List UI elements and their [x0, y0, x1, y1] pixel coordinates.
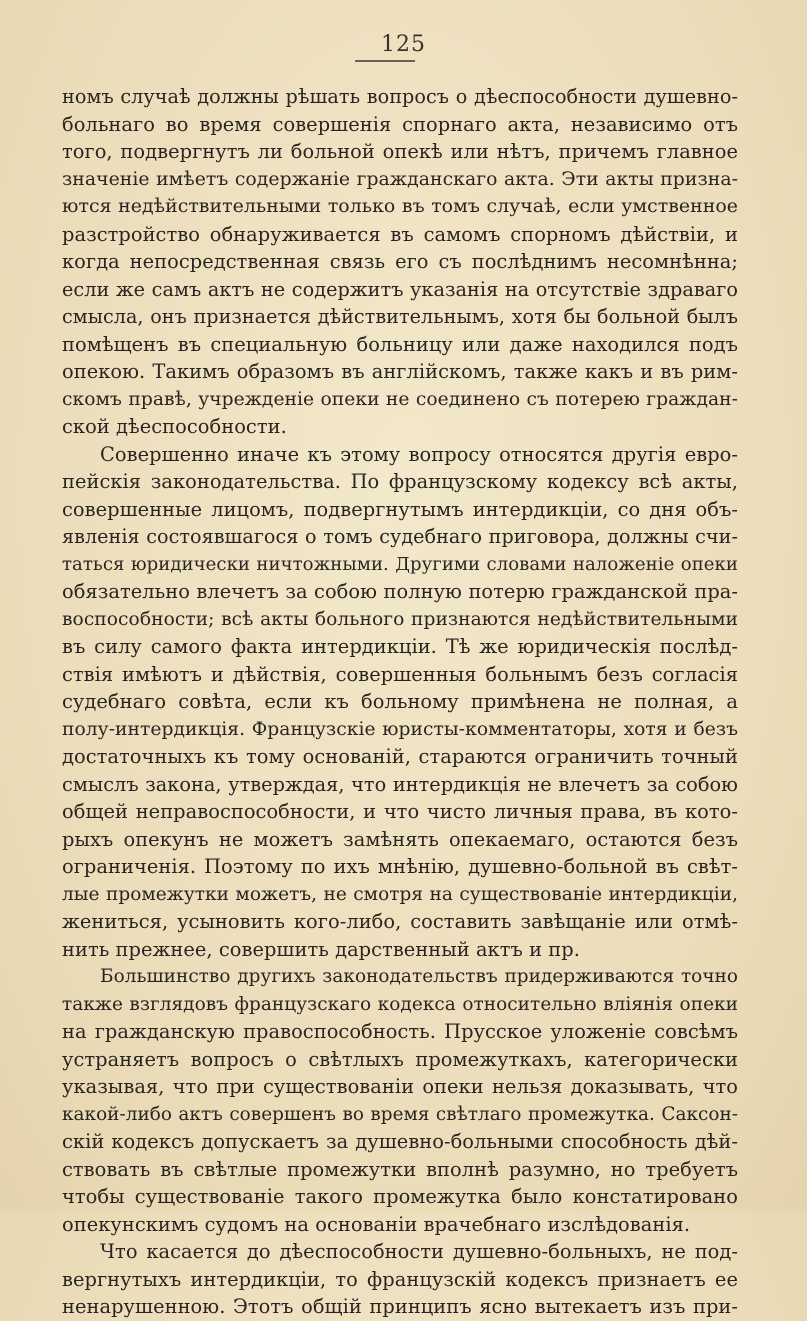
text-line: ской дѣеспособности. [62, 415, 287, 438]
text-line: пейскія законодательства. По французскому кодексу всѣ акты, [62, 470, 738, 493]
text-line: въ силу самого факта интердикціи. Тѣ же юридическія послѣд- [62, 635, 738, 658]
text-line: больнаго во время совершенія спорнаго акта, независимо отъ [62, 112, 738, 136]
page-number-rule [355, 60, 415, 62]
text-line: ненарушенною. Этотъ общій принципъ ясно вытекаетъ изъ при- [62, 1295, 738, 1318]
text-line: на гражданскую правоспособность. Прусское уложеніе совсѣмъ [62, 1020, 738, 1043]
text-line: Что касается до дѣеспособности душевно-больныхъ, не под- [100, 1240, 738, 1263]
text-line: устраняетъ вопросъ о свѣтлыхъ промежуткахъ, категорически [62, 1047, 738, 1071]
text-line: ствовать въ свѣтлые промежутки вполнѣ разумно, но требуетъ [62, 1157, 738, 1181]
text-line: ются недѣйствительными только въ томъ случаѣ, если умственное [62, 195, 738, 217]
text-line: судебнаго совѣта, если къ больному примѣнена не полная, а [62, 690, 738, 713]
text-line: опекою. Такимъ образомъ въ англійскомъ, также какъ и въ рим- [62, 360, 738, 383]
text-line: если же самъ актъ не содержитъ указанія на отсутствіе здраваго [62, 277, 738, 301]
text-line: разстройство обнаруживается въ самомъ спорномъ дѣйствіи, и [62, 222, 738, 246]
text-line: Совершенно иначе къ этому вопросу относятся другія евро- [100, 442, 738, 466]
body-text [62, 83, 738, 1321]
text-line: ствія имѣютъ и дѣйствія, совершенныя больнымъ безъ согласія [62, 662, 738, 686]
text-line: обязательно влечетъ за собою полную потерю гражданской пра- [62, 580, 738, 603]
text-line: скій кодексъ допускаетъ за душевно-больными способность дѣй- [62, 1130, 738, 1153]
text-line: опекунскимъ судомъ на основаніи врачебнаго изслѣдованія. [62, 1212, 691, 1236]
page-number: 125 [381, 32, 426, 57]
text-line: нить прежнее, совершить дарственный актъ и пр. [62, 937, 580, 961]
text-line: указывая, что при существованіи опеки нельзя доказывать, что [62, 1075, 738, 1098]
text-line: явленія состоявшагося о томъ судебнаго приговора, должны счи- [62, 525, 738, 548]
text-line: помѣщенъ въ специальную больницу или даже находился подъ [62, 332, 738, 356]
text-line: воспособности; всѣ акты больного признаются недѣйствительными [62, 608, 738, 630]
text-line: таться юридически ничтожными. Другими словами наложеніе опеки [62, 553, 738, 575]
text-line: полу-интердикція. Французскіе юристы-комментаторы, хотя и безъ [62, 718, 738, 740]
text-line: Большинство другихъ законодательствъ придерживаются точно [100, 966, 738, 987]
text-line: номъ случаѣ должны рѣшать вопросъ о дѣеспособности душевно- [62, 85, 738, 108]
text-line: ограниченія. Поэтому по ихъ мнѣнію, душевно-больной въ свѣт- [62, 855, 738, 878]
text-line: вергнутыхъ интердикціи, то французскій кодексъ признаетъ ее [62, 1267, 738, 1291]
text-line: чтобы существованіе такого промежутка было констатировано [62, 1185, 738, 1208]
text-line: смыслъ закона, утверждая, что интердикція не влечетъ за собою [62, 772, 738, 796]
text-line: лые промежутки можетъ, не смотря на существованіе интердикціи, [62, 883, 738, 905]
text-line: значеніе имѣетъ содержаніе гражданскаго акта. Эти акты призна- [62, 168, 738, 190]
text-line: жениться, усыновить кого-либо, составить завѣщаніе или отмѣ- [62, 910, 738, 933]
text-line: совершенные лицомъ, подвергнутымъ интердикціи, со дня объ- [62, 497, 738, 521]
text-line: скомъ правѣ, учрежденіе опеки не соединено съ потерею граждан- [62, 388, 738, 410]
text-line: также взглядовъ французскаго кодекса относительно вліянія опеки [62, 993, 738, 1015]
text-line: какой-либо актъ совершенъ во время свѣтлаго промежутка. Саксон- [62, 1103, 738, 1125]
text-line: когда непосредственная связь его съ послѣднимъ несомнѣнна; [62, 250, 738, 273]
text-line: рыхъ опекунъ не можетъ замѣнять опекаемаго, остаются безъ [62, 827, 738, 851]
text-line: общей неправоспособности, и что чисто личныя права, въ кото- [62, 800, 738, 823]
text-line: смысла, онъ признается дѣйствительнымъ, хотя бы больной былъ [62, 305, 738, 328]
text-line: того, подвергнутъ ли больной опекѣ или нѣтъ, причемъ главное [62, 140, 738, 163]
text-line: достаточныхъ къ тому основаній, стараются ограничить точный [62, 745, 738, 768]
